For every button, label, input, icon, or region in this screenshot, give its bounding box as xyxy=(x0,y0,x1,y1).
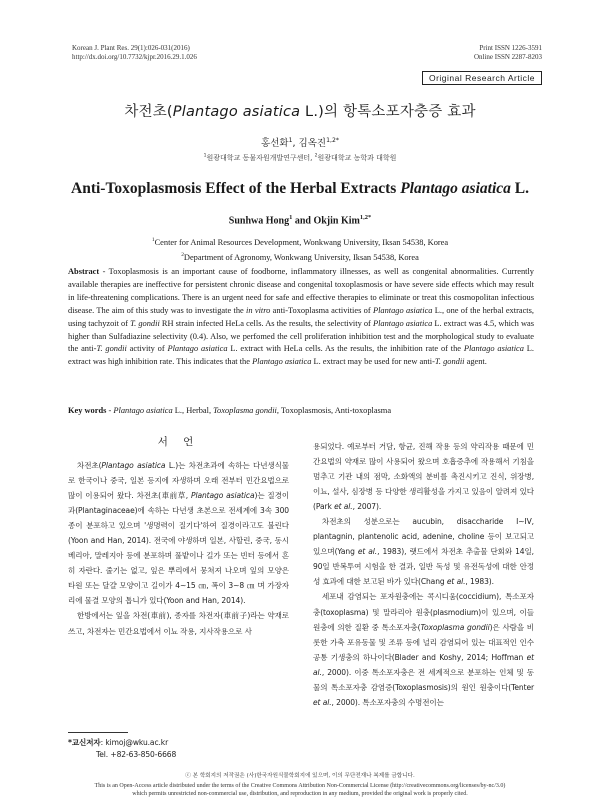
license-notice: This is an Open-Access article distributed under the terms of the Creative Commons Attribution Non-Commercial License (http://creativecommons.org/licenses/by-nc/3.0) which permits unrestricted non-commercial use, distribution, and reproduction in any medium, provided the original work is properly cited. xyxy=(94,783,506,797)
english-title: Anti-Toxoplasmosis Effect of the Herbal Extracts Plantago asiatica L. xyxy=(71,180,529,197)
journal-line: Korean J. Plant Res. 29(1):026-031(2016) xyxy=(72,44,190,52)
section-title-introduction: 서 언 xyxy=(157,436,200,448)
abstract: Abstract - Toxoplasmosis is an important cause of foodborne, inflammatory illnesses, as well as congenital abnormalities. Currently available therapies are ineffective for persistent chronic disease and congenital toxoplasmosis or have severe side effects which may result in life-threatening complications. There is an urgent need for safe and effective therapies to eliminate or treat this cosmopolitan infectious disease. The aim of this study was to investigate the in vitro anti-Toxoplasma activities of Plantago asiatica L., one of the herbal extracts, using tachyzoit of T. gondii RH strain infected HeLa cells. As the results, the selectivity of Plantago asiatica L. extract was 4.5, which was higher than Sulfadiazine selectivity (0.4). Also, we perfomed the cell proliferation inhibition test and the morphological study to evaluate the anti-T. gondii activity of Plantago asiatica L. extract with HeLa cells. As the results, the inhibition rate of the Plantago asiatica L. extract was high inhibition rate. This indicates that the Plantago asiatica L. extract may be used for new anti-T. gondii agent. xyxy=(68,267,534,367)
corresponding-tel: Tel. +82-63-850-6668 xyxy=(96,750,177,759)
keywords: Key words - Plantago asiatica L., Herbal, Toxoplasma gondii, Toxoplasmosis, Anti-toxoplasma xyxy=(68,406,392,415)
korean-authors: 홍선화$^1$, 김옥진$^{1,2*}$ xyxy=(261,136,339,149)
intro-paragraph-2: 한방에서는 잎을 차전(車前), 종자를 차전자(車前子)라는 약재로 쓰고, 차전자는 민간요법에서 이뇨 작용, 지사작용으로 사 xyxy=(68,611,289,636)
intro-paragraph-4: 세포내 감염되는 포자원충에는 콕시디움(coccidium), 톡소포자충(toxoplasma) 및 말라리아 원충(plasmodium)이 있으며, 이들 원충에 의한 질환 중 톡소포자충(Toxoplasma gondii)은 사람을 비롯한 가축 포유동물 및 조류 등에 널리 감염되어 있는 대표적인 인수공통 기생충의 하나이다(Blader and Koshy, 2014; Hoffman et al., 2000). 이중 톡소포자충은 전 세계적으로 분포하는 인체 및 동물의 톡소포자충 감염증(Toxoplasmosis)의 원인 원충이다(Tenter et al., 2000). 톡소포자충의 수명전이는 xyxy=(313,592,534,707)
english-authors: Sunhwa Hong$^1$ and Okjin Kim$^{1,2*}$ xyxy=(228,214,372,227)
left-column-body xyxy=(68,458,289,639)
abstract-label: Abstract xyxy=(68,267,100,276)
article-type-badge: Original Research Article xyxy=(422,71,542,85)
footnote-divider xyxy=(68,732,128,733)
korean-title: 차전초(Plantago asiatica L.)의 항톡소포자충증 효과 xyxy=(124,104,476,120)
english-affiliations: $^1$Center for Animal Resources Development, Wonkwang University, Iksan 54538, Korea $^2$Department of Agronomy, Wonkwang University, Iksan 54538, Korea xyxy=(151,237,449,262)
intro-paragraph-2-cont: 용되었다. 예로부터 거담, 항균, 진해 작용 등의 약리작용 때문에 민간요법의 약재로 많이 사용되어 왔으며 호흡증추에 작용해서 기침을 멈추고 기관 내의 점막, 소화액의 분비를 촉진시키고 진식, 위장병, 이뇨, 설사, 심장병 등 다양한 생리활성을 가지고 있음이 알려져 있다(Park et al., 2007). xyxy=(313,442,534,512)
doi-link[interactable]: http://dx.doi.org/10.7732/kjpr.2016.29.1.026 xyxy=(72,53,197,61)
korean-affiliations: $^1$원광대학교 동물자원개발연구센터, $^2$원광대학교 농학과 대학원 xyxy=(203,153,397,162)
print-issn: Print ISSN 1226-3591 xyxy=(479,44,542,52)
right-column-body xyxy=(313,439,534,710)
journal-citation xyxy=(72,44,197,62)
intro-paragraph-3: 차전초의 성분으로는 aucubin, disaccharide I~IV, plantagnin, plantenolic acid, adenine, choline 등이 보고되고 있으며(Yang et al., 1983), 랫드에서 차전초 추출물 단회와 14일, 90일 반복투여 시험을 한 결과, 일반 독성 및 유전독성에 대한 안정성 효과에 대한 보고된 바가 있다(Chang et al., 1983). xyxy=(313,517,534,587)
keywords-label: Key words xyxy=(68,406,107,415)
intro-paragraph-1: 차전초(Plantago asiatica L.)는 차전초과에 속하는 다년생식물로 한국이나 중국, 일본 등지에 자생하며 오래 전부터 민간요법으로 많이 이용되어 왔다. 차전초(車前草, Plantago asiatica)는 질경이과(Plantaginaceae)에 속하는 다년생 초본으로 전세계에 3속 300종이 분포하고 있으며 '생명력이 질기다'하여 질경이라고도 불린다(Yoon and Han, 2014). 전국에 야생하며 일본, 사할린, 중국, 동시베리아, 말레지아 등에 분포하며 풀밭이나 길가 또는 빈터 등에서 흔히 자란다. 줄기는 없고, 잎은 뿌리에서 뭉쳐져 나오며 잎의 모양은 타원 또는 달걀 모양이고 길이가 4~15 ㎝, 폭이 3~8 ㎝ 며 가장자리에 물결 모양의 톱니가 있다(Yoon and Han, 2014). xyxy=(68,461,290,606)
issn-block xyxy=(474,44,542,62)
corresponding-author: *교신저자: kimoj@wku.ac.kr Tel. +82-63-850-6668 xyxy=(68,738,177,759)
copyright-notice: ⓒ 본 학회지의 저작권은 (사)한국자원식물학회지에 있으며, 이의 무단전재나 복제를 금합니다. xyxy=(185,773,415,779)
corresponding-email[interactable]: : kimoj@wku.ac.kr xyxy=(100,738,169,747)
online-issn: Online ISSN 2287-8203 xyxy=(473,53,542,61)
